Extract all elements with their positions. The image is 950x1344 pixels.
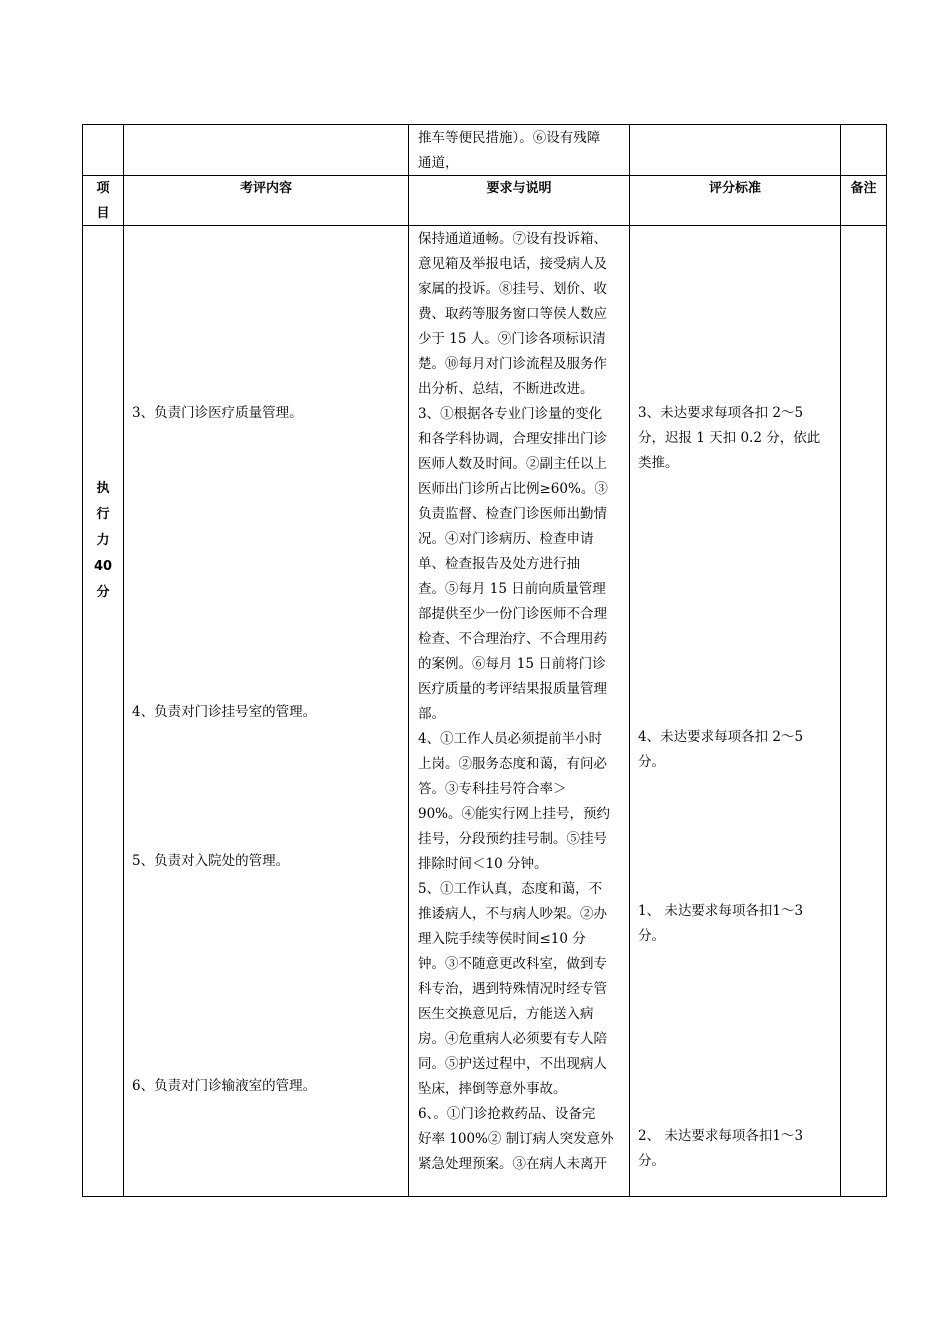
header-requirements: 要求与说明 — [486, 181, 552, 196]
project-label — [83, 476, 123, 606]
scoring-line: 分。 — [638, 754, 665, 770]
column-divider — [123, 124, 124, 1197]
project-label-char: 分 — [96, 585, 110, 600]
requirements-line: 6、。①门诊抢救药品、设备完 — [418, 1106, 596, 1122]
requirements-line: 单、检查报告及处方进行抽 — [418, 556, 580, 572]
requirements-line: 钟。③不随意更改科室，做到专 — [418, 956, 607, 972]
requirements-line: 医师人数及时间。②副主任以上 — [418, 456, 607, 472]
requirements-line: 家属的投诉。⑧挂号、划价、收 — [418, 281, 607, 297]
requirements-line: 同。⑤护送过程中，不出现病人 — [418, 1056, 607, 1072]
requirements-line: 楚。⑩每月对门诊流程及服务作 — [418, 356, 607, 372]
scoring-line: 类推。 — [638, 455, 679, 471]
content-item-5: 5、负责对入院处的管理。 — [132, 853, 290, 869]
header-divider — [82, 225, 887, 226]
scoring-line: 1、 未达要求每项各扣1～3 — [638, 903, 804, 919]
requirements-line: 房。④危重病人必须要有专人陪 — [418, 1031, 607, 1047]
requirements-line: 科专治，遇到特殊情况时经专管 — [418, 981, 607, 997]
requirements-line: 负责监督、检查门诊医师出勤情 — [418, 506, 607, 522]
content-item-4: 4、负责对门诊挂号室的管理。 — [132, 704, 317, 720]
requirements-line: 意见箱及举报电话，接受病人及 — [418, 256, 607, 272]
table-border-top — [82, 124, 887, 125]
requirements-line: 医疗质量的考评结果报质量管理 — [418, 681, 607, 697]
scoring-line: 分。 — [638, 1153, 665, 1169]
requirements-line: 医生交换意见后，方能送入病 — [418, 1006, 594, 1022]
content-item-3: 3、负责门诊医疗质量管理。 — [132, 405, 303, 421]
table-border-bottom — [82, 1196, 887, 1197]
requirements-line: 4、①工作人员必须提前半小时 — [418, 731, 603, 747]
requirements-line: 查。⑤每月 15 日前向质量管理 — [418, 581, 606, 597]
requirements-line: 5、①工作认真，态度和蔼，不 — [418, 881, 603, 897]
continuation-line: 通道， — [418, 155, 459, 171]
header-item-line-2: 目 — [96, 206, 110, 221]
continuation-line: 推车等便民措施）。⑥设有残障 — [418, 130, 601, 146]
project-label-char: 行 — [96, 507, 110, 522]
requirements-line: 检查、不合理治疗、不合理用药 — [418, 631, 607, 647]
project-label-char: 力 — [96, 533, 110, 548]
column-divider — [840, 124, 841, 1197]
requirements-line: 好率 100%② 制订病人突发意外 — [418, 1131, 614, 1147]
scoring-line: 3、未达要求每项各扣 2～5 — [638, 405, 804, 421]
requirements-line: 紧急处理预案。③在病人未离开 — [418, 1156, 607, 1172]
requirements-text — [418, 227, 622, 1177]
project-label-char: 40 — [93, 559, 113, 574]
requirements-line: 医师出门诊所占比例≥60%。③ — [418, 481, 608, 497]
requirements-line: 排除时间＜10 分钟。 — [418, 856, 548, 872]
requirements-line: 部。 — [418, 706, 445, 722]
scoring-line: 2、 未达要求每项各扣1～3 — [638, 1128, 804, 1144]
requirements-line: 况。④对门诊病历、检查申请 — [418, 531, 594, 547]
column-divider — [408, 124, 409, 1197]
header-remarks: 备注 — [850, 181, 877, 196]
column-divider — [886, 124, 887, 1197]
requirements-line: 少于 15 人。⑨门诊各项标识清 — [418, 331, 606, 347]
requirements-line: 出分析、总结，不断进改进。 — [418, 381, 594, 397]
requirements-line: 挂号，分段预约挂号制。⑤挂号 — [418, 831, 607, 847]
requirements-line: 和各学科协调，合理安排出门诊 — [418, 431, 607, 447]
project-label-char: 执 — [96, 481, 110, 496]
column-divider — [82, 124, 83, 1197]
requirements-line: 3、①根据各专业门诊量的变化 — [418, 406, 603, 422]
header-content: 考评内容 — [239, 181, 292, 196]
requirements-line: 的案例。⑥每月 15 日前将门诊 — [418, 656, 606, 672]
header-item-line-1: 项 — [96, 181, 110, 196]
scoring-line: 分，迟报 1 天扣 0.2 分，依此 — [638, 430, 821, 446]
requirements-line: 保持通道通畅。⑦设有投诉箱、 — [418, 231, 607, 247]
requirements-line: 90%。④能实行网上挂号，预约 — [418, 806, 611, 822]
scoring-line: 4、未达要求每项各扣 2～5 — [638, 729, 804, 745]
header-scoring: 评分标准 — [708, 181, 761, 196]
content-item-6: 6、负责对门诊输液室的管理。 — [132, 1078, 317, 1094]
requirements-line: 答。③专科挂号符合率＞ — [418, 781, 567, 797]
requirements-line: 费、取药等服务窗口等侯人数应 — [418, 306, 607, 322]
requirements-line: 推诿病人，不与病人吵架。②办 — [418, 906, 607, 922]
column-divider — [629, 124, 630, 1197]
requirements-line: 理入院手续等侯时间≤10 分 — [418, 931, 586, 947]
requirements-line: 部提供至少一份门诊医师不合理 — [418, 606, 607, 622]
requirements-line: 坠床，摔倒等意外事故。 — [418, 1081, 567, 1097]
scoring-line: 分。 — [638, 928, 665, 944]
requirements-line: 上岗。②服务态度和蔼，有问必 — [418, 756, 607, 772]
